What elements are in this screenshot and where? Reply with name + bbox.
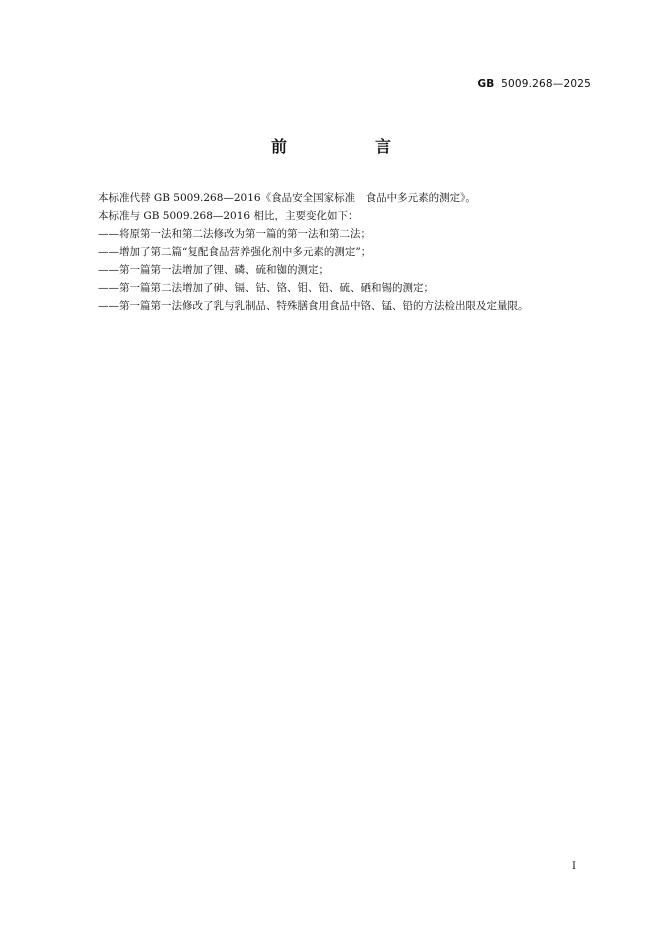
standard-code: GB <box>477 78 495 90</box>
change-item: ——第一篇第二法增加了砷、镉、钴、铬、钼、铅、硫、硒和锡的测定； <box>98 282 434 294</box>
standard-number: 5009.268—2025 <box>501 78 591 90</box>
change-item: ——将原第一法和第二法修改为第一篇的第一法和第二法； <box>98 228 371 240</box>
page-title: 前 言 <box>270 137 427 156</box>
standard-header <box>477 78 591 90</box>
page-number: I <box>572 861 576 872</box>
foreword-body <box>98 189 578 315</box>
paragraph-main-changes-intro: 本标准与 GB 5009.268—2016 相比，主要变化如下： <box>98 210 359 222</box>
change-item: ——增加了第二篇“复配食品营养强化剂中多元素的测定”； <box>98 246 372 258</box>
paragraph-replacement: 本标准代替 GB 5009.268—2016《食品安全国家标准 食品中多元素的测定》。 <box>98 192 476 204</box>
change-item: ——第一篇第一法修改了乳与乳制品、特殊膳食用食品中铬、锰、铅的方法检出限及定量限。 <box>98 300 529 312</box>
change-item: ——第一篇第一法增加了锂、磷、硫和铷的测定； <box>98 264 329 276</box>
